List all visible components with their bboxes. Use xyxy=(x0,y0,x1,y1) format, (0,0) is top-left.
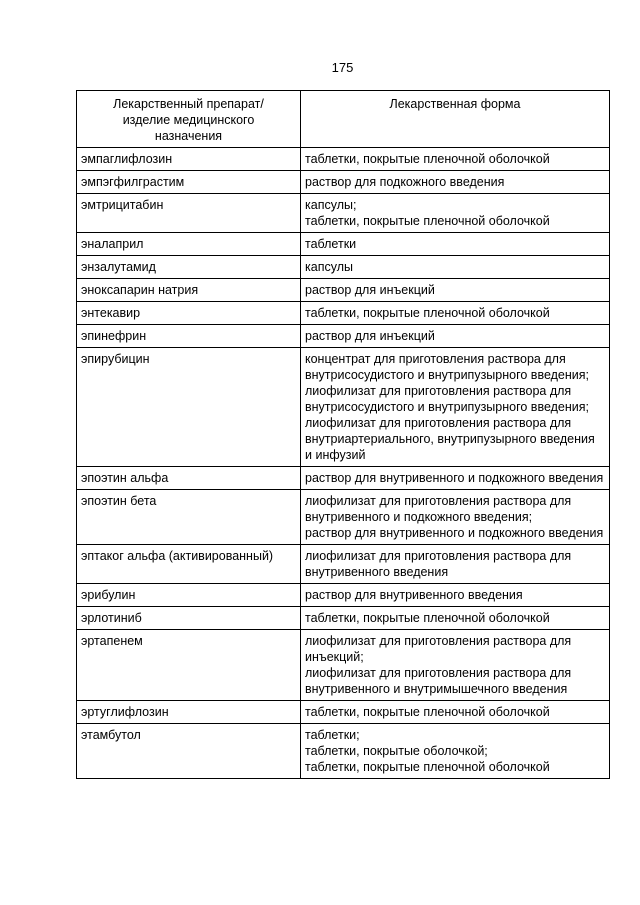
table-row xyxy=(77,256,610,279)
drug-table xyxy=(76,90,610,779)
dosage-form-cell xyxy=(301,701,610,724)
header-dosage-form: Лекарственная форма xyxy=(301,91,610,148)
dosage-form-cell xyxy=(301,467,610,490)
dosage-form-line: лиофилизат для приготовления раствора для внутрисосудистого и внутрипузырного введения; xyxy=(305,384,590,414)
dosage-form-cell xyxy=(301,607,610,630)
table-row xyxy=(77,701,610,724)
dosage-form-line: лиофилизат для приготовления раствора для внутривенного и подкожного введения; xyxy=(305,494,572,524)
drug-name-cell: эрибулин xyxy=(77,584,301,607)
dosage-form-cell xyxy=(301,302,610,325)
dosage-form-line: таблетки, покрытые пленочной оболочкой xyxy=(305,152,550,166)
dosage-form-cell xyxy=(301,171,610,194)
drug-name-cell: энзалутамид xyxy=(77,256,301,279)
dosage-form-line: раствор для подкожного введения xyxy=(305,175,505,189)
dosage-form-line: таблетки, покрытые пленочной оболочкой xyxy=(305,760,550,774)
dosage-form-line: лиофилизат для приготовления раствора для инъекций; xyxy=(305,634,572,664)
dosage-form-line: таблетки; xyxy=(305,728,360,742)
dosage-form-cell xyxy=(301,724,610,779)
table-row xyxy=(77,171,610,194)
dosage-form-line: таблетки, покрытые пленочной оболочкой xyxy=(305,214,550,228)
dosage-form-cell xyxy=(301,233,610,256)
table-row xyxy=(77,545,610,584)
table-row xyxy=(77,490,610,545)
dosage-form-cell xyxy=(301,325,610,348)
drug-name-cell: эрлотиниб xyxy=(77,607,301,630)
dosage-form-line: таблетки xyxy=(305,237,357,251)
drug-name-cell: эноксапарин натрия xyxy=(77,279,301,302)
table-row xyxy=(77,584,610,607)
dosage-form-line: раствор для инъекций xyxy=(305,283,435,297)
dosage-form-cell xyxy=(301,630,610,701)
table-row xyxy=(77,302,610,325)
page-number: 175 xyxy=(331,60,354,75)
table-row xyxy=(77,279,610,302)
dosage-form-line: раствор для внутривенного введения xyxy=(305,588,523,602)
drug-name-cell: эптаког альфа (активированный) xyxy=(77,545,301,584)
dosage-form-cell xyxy=(301,490,610,545)
drug-name-cell: эртуглифлозин xyxy=(77,701,301,724)
dosage-form-line: лиофилизат для приготовления раствора для внутриартериального, внутрипузырного введения и инфузий xyxy=(305,416,595,462)
dosage-form-line: капсулы xyxy=(305,260,353,274)
table-row xyxy=(77,348,610,467)
dosage-form-cell xyxy=(301,256,610,279)
dosage-form-cell xyxy=(301,194,610,233)
table-row xyxy=(77,194,610,233)
dosage-form-cell xyxy=(301,584,610,607)
dosage-form-line: таблетки, покрытые пленочной оболочкой xyxy=(305,705,550,719)
drug-name-cell: эпоэтин альфа xyxy=(77,467,301,490)
dosage-form-line: раствор для инъекций xyxy=(305,329,435,343)
drug-name-cell: эпинефрин xyxy=(77,325,301,348)
drug-name-cell: эпирубицин xyxy=(77,348,301,467)
drug-name-cell: эмпэгфилграстим xyxy=(77,171,301,194)
drug-name-cell: эналаприл xyxy=(77,233,301,256)
table-row xyxy=(77,630,610,701)
table-row xyxy=(77,724,610,779)
table-row xyxy=(77,325,610,348)
dosage-form-line: таблетки, покрытые пленочной оболочкой xyxy=(305,306,550,320)
dosage-form-line: таблетки, покрытые пленочной оболочкой xyxy=(305,611,550,625)
dosage-form-cell xyxy=(301,148,610,171)
dosage-form-cell xyxy=(301,279,610,302)
dosage-form-line: таблетки, покрытые оболочкой; xyxy=(305,744,488,758)
table-row xyxy=(77,148,610,171)
drug-name-cell: этамбутол xyxy=(77,724,301,779)
table-body xyxy=(77,148,610,779)
dosage-form-line: лиофилизат для приготовления раствора для внутривенного и внутримышечного введения xyxy=(305,666,572,696)
dosage-form-line: раствор для внутривенного и подкожного введения xyxy=(305,526,604,540)
dosage-form-cell xyxy=(301,545,610,584)
table-row xyxy=(77,233,610,256)
drug-name-cell: энтекавир xyxy=(77,302,301,325)
dosage-form-line: лиофилизат для приготовления раствора для внутривенного введения xyxy=(305,549,572,579)
drug-name-cell: эртапенем xyxy=(77,630,301,701)
drug-name-cell: эмпаглифлозин xyxy=(77,148,301,171)
dosage-form-line: капсулы; xyxy=(305,198,357,212)
drug-name-cell: эпоэтин бета xyxy=(77,490,301,545)
dosage-form-cell xyxy=(301,348,610,467)
table-row xyxy=(77,607,610,630)
drug-name-cell: эмтрицитабин xyxy=(77,194,301,233)
header-drug-name: Лекарственный препарат/ изделие медицинского назначения xyxy=(77,91,301,148)
dosage-form-line: раствор для внутривенного и подкожного введения xyxy=(305,471,604,485)
table-header-row xyxy=(77,91,610,148)
dosage-form-line: концентрат для приготовления раствора для внутрисосудистого и внутрипузырного введения; xyxy=(305,352,590,382)
table-row xyxy=(77,467,610,490)
